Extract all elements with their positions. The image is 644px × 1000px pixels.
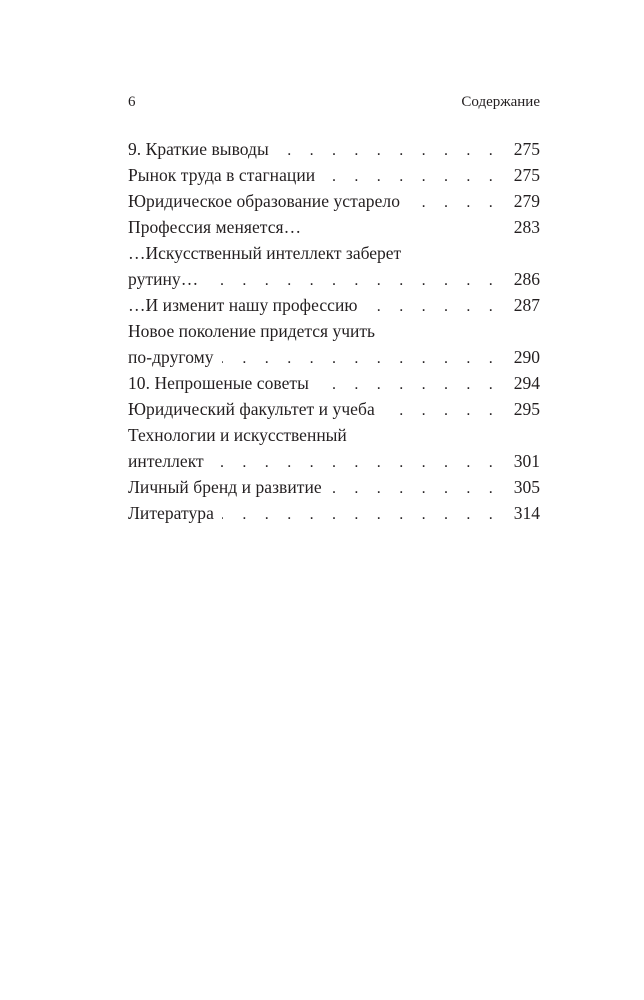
toc-entry[interactable] — [128, 396, 540, 422]
toc-page-number: 279 — [513, 191, 540, 211]
toc-entry-title: …И изменит нашу профессию — [128, 295, 358, 315]
toc-entry-title-line2: рутину… — [128, 269, 199, 289]
toc-entry-title: 9. Краткие выводы — [128, 139, 269, 159]
page-header — [128, 91, 540, 113]
dot-leader — [383, 398, 510, 424]
toc-entry-title: Литература — [128, 503, 214, 523]
toc-entry-title-line1: …Искусственный интеллект заберет — [128, 243, 402, 263]
dot-leader — [330, 476, 510, 502]
dot-leader — [317, 372, 510, 398]
toc-entry[interactable] — [128, 214, 540, 240]
toc-entry-title-line1: Новое поколение придется учить — [128, 321, 376, 341]
toc-page-number: 290 — [513, 347, 540, 367]
toc-entry-title-line1: Технологии и искусственный — [128, 425, 347, 445]
toc-entry[interactable] — [128, 500, 540, 526]
toc-entry-title-line2: интеллект — [128, 451, 204, 471]
toc-page-number: 286 — [513, 269, 540, 289]
toc-entry-title: Рынок труда в стагнации — [128, 165, 316, 185]
toc-entry-title: Профессия меняется… — [128, 217, 302, 237]
toc-page-number: 287 — [513, 295, 540, 315]
toc-entry[interactable] — [128, 240, 540, 292]
toc-entry[interactable] — [128, 292, 540, 318]
toc-page-number: 294 — [513, 373, 540, 393]
toc-page-number: 301 — [513, 451, 540, 471]
dot-leader — [222, 502, 510, 528]
toc-entry[interactable] — [128, 136, 540, 162]
toc-entry[interactable] — [128, 422, 540, 474]
table-of-contents — [128, 136, 540, 526]
toc-entry-title: Юридическое образование устарело — [128, 191, 401, 211]
toc-entry-title: Юридический факультет и учеба — [128, 399, 375, 419]
toc-entry[interactable] — [128, 474, 540, 500]
running-title: Содержание — [461, 94, 540, 110]
toc-page-number: 283 — [513, 217, 540, 237]
toc-page-number: 314 — [513, 503, 540, 523]
toc-page-number: 305 — [513, 477, 540, 497]
toc-entry[interactable] — [128, 318, 540, 370]
dot-leader — [366, 294, 510, 320]
dot-leader — [206, 268, 510, 294]
toc-entry-title: 10. Непрошеные советы — [128, 373, 309, 393]
toc-page-number: 275 — [513, 139, 540, 159]
dot-leader — [277, 138, 510, 164]
dot-leader — [222, 346, 510, 372]
toc-page-number: 295 — [513, 399, 540, 419]
dot-leader — [323, 164, 510, 190]
toc-entry[interactable] — [128, 162, 540, 188]
page-number: 6 — [128, 94, 136, 110]
toc-page-number: 275 — [513, 165, 540, 185]
dot-leader — [408, 190, 510, 216]
toc-entry[interactable] — [128, 370, 540, 396]
toc-entry[interactable] — [128, 188, 540, 214]
toc-entry-title: Личный бренд и развитие — [128, 477, 322, 497]
toc-entry-title-line2: по-другому — [128, 347, 214, 367]
dot-leader — [212, 450, 510, 476]
